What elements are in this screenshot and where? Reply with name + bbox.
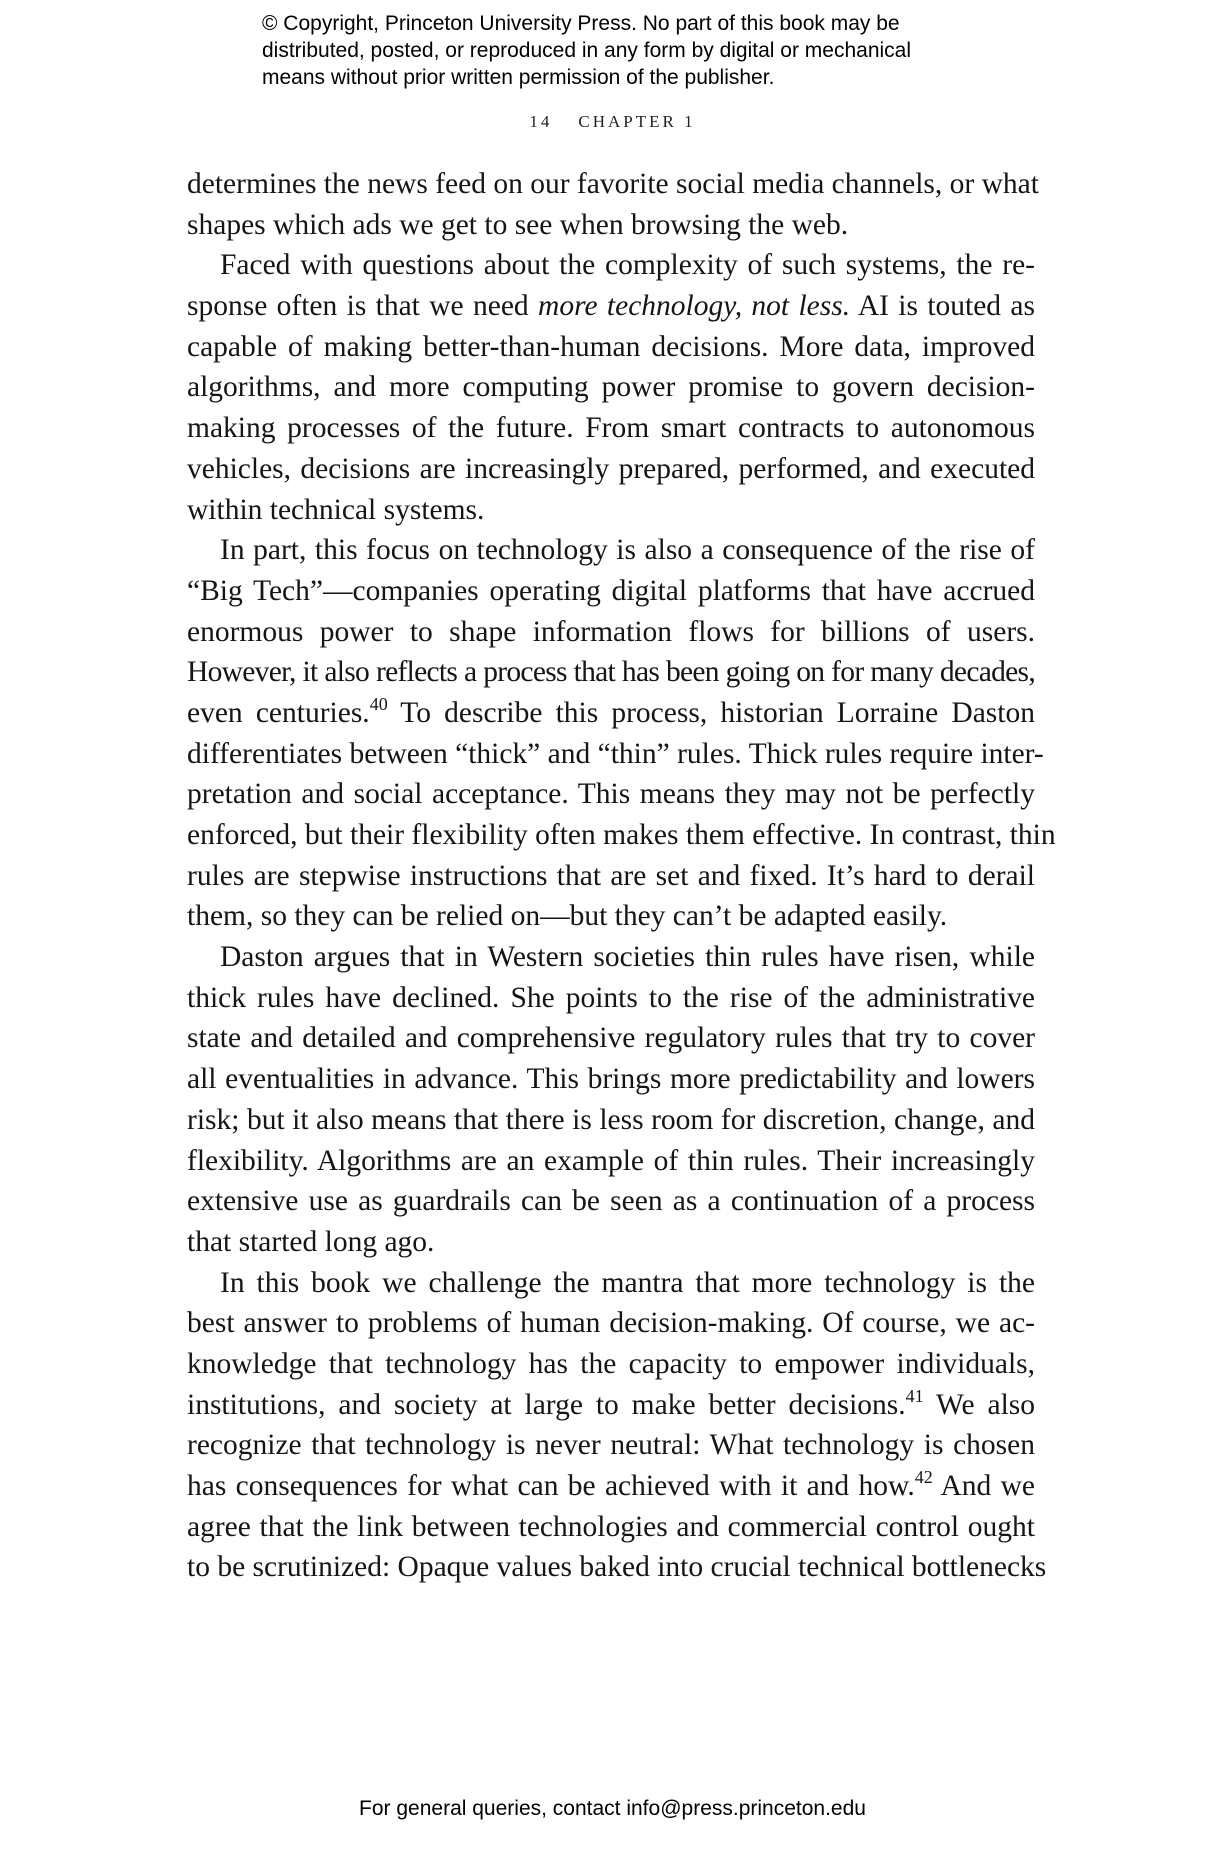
- text-run: AI is touted as: [850, 290, 1035, 323]
- text-line: shapes which ads we get to see when browsing the web.: [187, 208, 849, 241]
- text-line: Daston argues that in Western societies thin rules have risen, while: [220, 941, 1035, 974]
- text-run: institutions, and society at large to make better decisions.: [187, 1388, 906, 1421]
- text-line: [187, 693, 1035, 734]
- emphasis-text: more technology, not less.: [538, 290, 851, 323]
- text-line: enforced, but their flexibility often makes them effective. In contrast, thin: [187, 819, 1056, 851]
- running-head: [0, 112, 1225, 132]
- copyright-line: means without prior written permission of the publisher.: [262, 66, 775, 89]
- text-line: extensive use as guardrails can be seen as a continuation of a process: [187, 1185, 1035, 1218]
- text-line: risk; but it also means that there is less room for discretion, change, and: [187, 1103, 1035, 1136]
- body-text: [187, 164, 1056, 1588]
- text-line: [187, 1466, 1035, 1507]
- text-line: within technical systems.: [187, 493, 485, 526]
- footer-contact: For general queries, contact info@press.princeton.edu: [359, 1797, 866, 1820]
- text-line: best answer to problems of human decision-making. Of course, we ac-: [187, 1307, 1035, 1340]
- text-line: to be scrutinized: Opaque values baked into crucial technical bottlenecks: [187, 1551, 1047, 1584]
- text-run: And we: [932, 1470, 1036, 1502]
- text-line: rules are stepwise instructions that are set and fixed. It’s hard to derail: [187, 859, 1035, 892]
- text-run: sponse often is that we need: [187, 290, 539, 323]
- text-run: even centuries.: [187, 696, 370, 729]
- text-line: vehicles, decisions are increasingly prepared, performed, and executed: [187, 452, 1035, 485]
- text-line: capable of making better-than-human decisions. More data, improved: [187, 330, 1035, 363]
- footnote-ref: 40: [369, 693, 388, 714]
- text-line: enormous power to shape information flows for billions of users.: [187, 615, 1035, 648]
- text-line: determines the news feed on our favorite social media channels, or what: [187, 168, 1039, 200]
- chapter-label: CHAPTER 1: [578, 112, 696, 131]
- copyright-notice: [262, 10, 1022, 91]
- text-line: flexibility. Algorithms are an example of thin rules. Their increasingly: [187, 1144, 1035, 1177]
- text-line: [187, 1385, 1035, 1426]
- text-line: making processes of the future. From smart contracts to autonomous: [187, 412, 1035, 445]
- text-line: [187, 286, 1035, 327]
- text-run: has consequences for what can be achieved with it and how.: [187, 1470, 915, 1502]
- copyright-line: distributed, posted, or reproduced in any form by digital or mechanical: [262, 39, 912, 62]
- footnote-ref: 41: [905, 1385, 924, 1406]
- text-line: state and detailed and comprehensive regulatory rules that try to cover: [187, 1022, 1035, 1055]
- text-run: We also: [923, 1388, 1035, 1421]
- text-line: algorithms, and more computing power promise to govern decision-: [187, 371, 1035, 404]
- text-line: recognize that technology is never neutral: What technology is chosen: [187, 1429, 1035, 1462]
- text-line: all eventualities in advance. This brings more predictability and lowers: [187, 1063, 1035, 1096]
- text-line: In part, this focus on technology is also a consequence of the rise of: [220, 534, 1035, 567]
- copyright-line: © Copyright, Princeton University Press. No part of this book may be: [262, 12, 900, 35]
- text-line: differentiates between “thick” and “thin” rules. Thick rules require inter-: [187, 737, 1044, 770]
- text-line: However, it also reflects a process that has been going on for many decades,: [187, 656, 1035, 689]
- text-line: that started long ago.: [187, 1225, 435, 1258]
- text-line: “Big Tech”—companies operating digital platforms that have accrued: [187, 574, 1035, 607]
- text-run: To describe this process, historian Lorraine Daston: [387, 696, 1035, 729]
- text-line: In this book we challenge the mantra that more technology is the: [220, 1266, 1035, 1299]
- footnote-ref: 42: [914, 1467, 933, 1487]
- page-number: 14: [529, 112, 553, 131]
- text-line: pretation and social acceptance. This means they may not be perfectly: [187, 778, 1035, 811]
- text-line: thick rules have declined. She points to the rise of the administrative: [187, 981, 1035, 1014]
- text-line: them, so they can be relied on—but they can’t be adapted easily.: [187, 900, 948, 933]
- text-line: agree that the link between technologies and commercial control ought: [187, 1510, 1035, 1543]
- text-line: Faced with questions about the complexity of such systems, the re-: [220, 249, 1035, 282]
- text-line: knowledge that technology has the capacity to empower individuals,: [187, 1347, 1035, 1380]
